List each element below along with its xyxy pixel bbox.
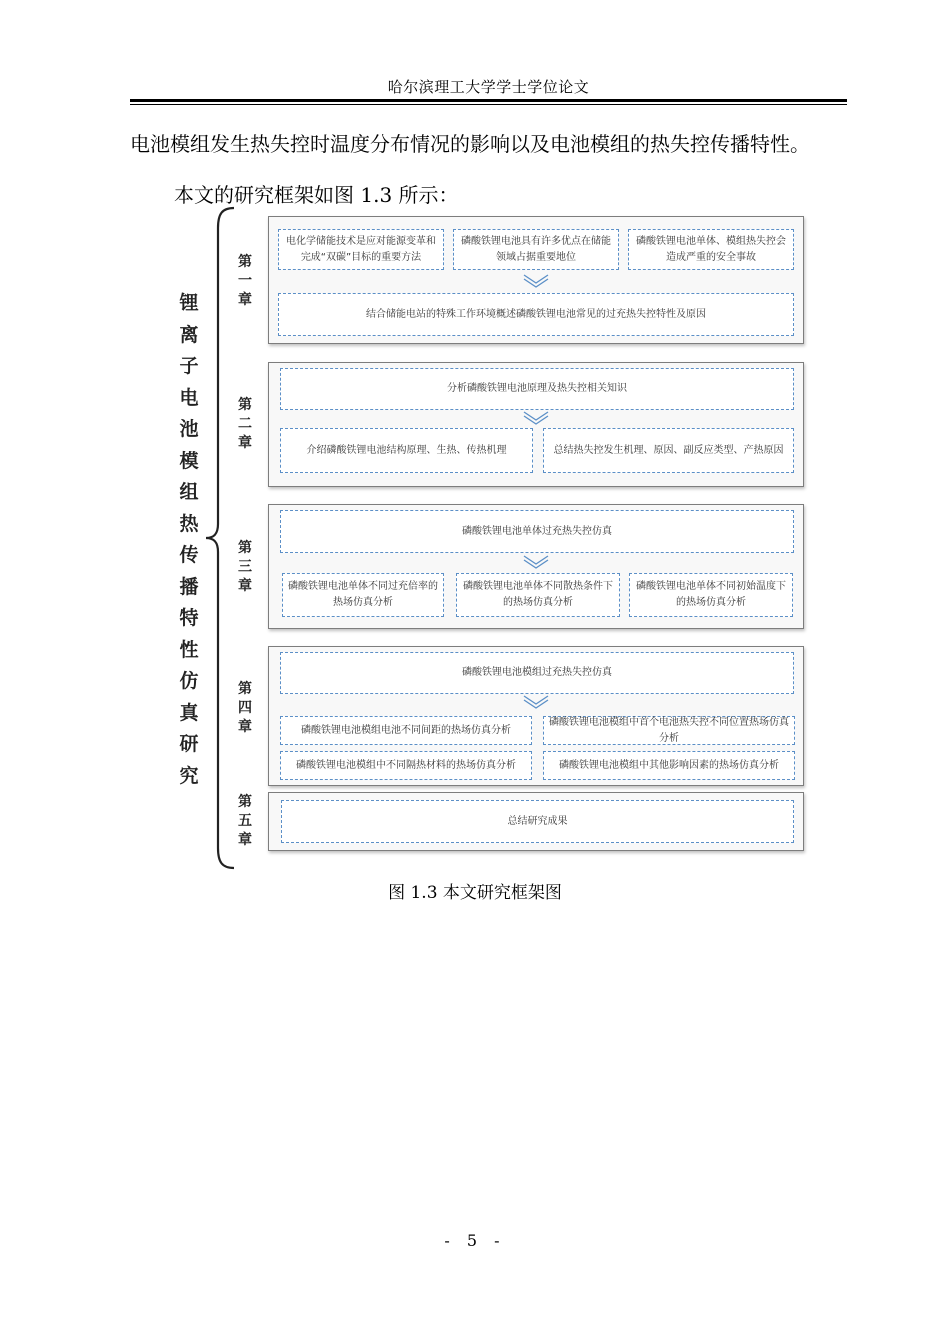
chapter-2-label: 第 二 章 xyxy=(238,397,252,451)
title-char: 究 xyxy=(179,764,199,787)
chevron-down-icon xyxy=(523,695,549,709)
ch4-box-2: 磷酸铁锂电池模组中首个电池热失控不同位置热场仿真分析 xyxy=(543,716,795,745)
ch1-box-3: 磷酸铁锂电池单体、模组热失控会造成严重的安全事故 xyxy=(628,229,794,270)
figure-vertical-title xyxy=(174,288,204,792)
title-char: 模 xyxy=(179,449,199,472)
chevron-down-icon xyxy=(523,555,549,569)
title-char: 锂 xyxy=(179,292,199,314)
title-char: 特 xyxy=(179,607,199,629)
figure-caption: 图 1.3 本文研究框架图 xyxy=(388,883,562,903)
body-paragraph-2: 本文的研究框架如图 1.3 所示： xyxy=(174,183,459,207)
title-char: 研 xyxy=(179,733,199,755)
page-number: - 5 - xyxy=(444,1231,506,1250)
title-char: 子 xyxy=(179,355,199,377)
ch4-box-top: 磷酸铁锂电池模组过充热失控仿真 xyxy=(280,652,794,694)
ch1-box-1: 电化学储能技术是应对能源变革和完成“双碳”目标的重要方法 xyxy=(278,229,444,270)
title-char: 池 xyxy=(179,418,199,440)
ch3-box-top: 磷酸铁锂电池单体过充热失控仿真 xyxy=(280,510,794,553)
chevron-down-icon xyxy=(523,411,549,425)
ch2-box-top: 分析磷酸铁锂电池原理及热失控相关知识 xyxy=(280,368,794,410)
page-header: 哈尔滨理工大学学士学位论文 xyxy=(387,78,590,96)
ch1-box-summary: 结合储能电站的特殊工作环境概述磷酸铁锂电池常见的过充热失控特性及原因 xyxy=(278,293,794,336)
ch3-box-3: 磷酸铁锂电池单体不同初始温度下的热场仿真分析 xyxy=(629,573,793,617)
ch4-box-3: 磷酸铁锂电池模组中不同隔热材料的热场仿真分析 xyxy=(280,751,532,780)
chevron-down-icon xyxy=(523,274,549,288)
chapter-1-label: 第 一 章 xyxy=(238,254,252,308)
title-char: 传 xyxy=(179,544,199,566)
body-paragraph-1: 电池模组发生热失控时温度分布情况的影响以及电池模组的热失控传播特性。 xyxy=(130,132,810,156)
header-rule-thick xyxy=(130,99,847,102)
title-char: 播 xyxy=(179,575,199,598)
title-char: 性 xyxy=(179,638,199,661)
chapter-4-label: 第 四 章 xyxy=(238,681,252,735)
ch4-box-4: 磷酸铁锂电池模组中其他影响因素的热场仿真分析 xyxy=(543,751,795,780)
ch3-box-1: 磷酸铁锂电池单体不同过充倍率的热场仿真分析 xyxy=(282,573,444,617)
ch2-box-right: 总结热失控发生机理、原因、副反应类型、产热原因 xyxy=(543,428,794,473)
ch4-box-1: 磷酸铁锂电池模组电池不同间距的热场仿真分析 xyxy=(280,716,532,745)
ch5-box-summary: 总结研究成果 xyxy=(281,800,794,843)
title-char: 热 xyxy=(179,512,199,535)
title-char: 离 xyxy=(179,323,199,346)
ch1-box-2: 磷酸铁锂电池具有许多优点在储能领域占据重要地位 xyxy=(453,229,619,270)
title-char: 仿 xyxy=(179,670,199,692)
title-char: 电 xyxy=(179,386,199,409)
header-rule-thin xyxy=(130,104,847,105)
title-char: 组 xyxy=(179,481,199,503)
ch3-box-2: 磷酸铁锂电池单体不同散热条件下的热场仿真分析 xyxy=(456,573,620,617)
chapter-5-label: 第 五 章 xyxy=(238,794,252,848)
chapter-3-label: 第 三 章 xyxy=(238,540,252,594)
ch2-box-left: 介绍磷酸铁锂电池结构原理、生热、传热机理 xyxy=(280,428,533,473)
title-char: 真 xyxy=(179,701,199,724)
